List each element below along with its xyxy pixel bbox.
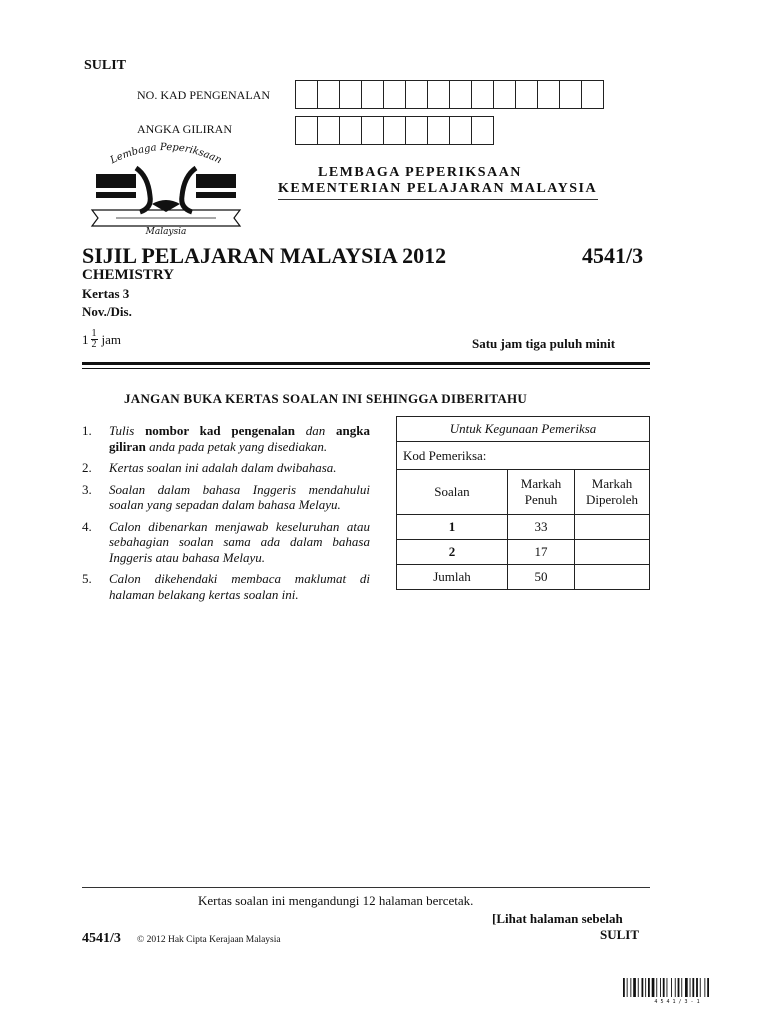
instruction-text: Calon dibenarkan menjawab keseluruhan atau sebahagian soalan sama ada dalam bahasa Inggeris atau bahasa Melayu. (109, 518, 370, 565)
column-header-question: Soalan (397, 470, 508, 515)
column-header-marks-obtained: Markah Diperoleh (575, 470, 650, 515)
logo-bottom-text: Malaysia (145, 227, 187, 236)
barcode-bar (645, 978, 646, 997)
id-number-box[interactable] (361, 80, 384, 109)
barcode-bar (667, 978, 668, 997)
examiner-code-field[interactable]: Kod Pemeriksa: (397, 442, 650, 470)
subject-name: CHEMISTRY (82, 267, 174, 283)
id-number-box[interactable] (383, 80, 406, 109)
roll-number-box[interactable] (405, 116, 428, 145)
barcode-bar (671, 978, 672, 997)
roll-number-boxes[interactable] (296, 116, 494, 145)
examiner-table (396, 416, 650, 590)
id-number-box[interactable] (581, 80, 604, 109)
barcode-bar (681, 978, 682, 997)
instruction-number: 2. (82, 460, 92, 475)
roll-number-box[interactable] (427, 116, 450, 145)
total-marks-obtained-cell[interactable] (575, 565, 650, 590)
barcode-bar (633, 978, 636, 997)
exam-session: Nov./Dis. (82, 304, 132, 319)
copyright-notice: © 2012 Hak Cipta Kerajaan Malaysia (137, 935, 281, 945)
id-number-box[interactable] (339, 80, 362, 109)
instruction-number: 1. (82, 423, 92, 438)
marks-obtained-cell[interactable] (575, 540, 650, 565)
roll-number-box[interactable] (339, 116, 362, 145)
marks-obtained-cell[interactable] (575, 515, 650, 540)
roll-number-box[interactable] (361, 116, 384, 145)
id-number-box[interactable] (559, 80, 582, 109)
instruction-item (82, 571, 370, 602)
instruction-item (82, 460, 370, 476)
id-number-box[interactable] (449, 80, 472, 109)
fraction-numerator: 1 (91, 328, 97, 339)
exam-title: SIJIL PELAJARAN MALAYSIA 2012 (82, 243, 447, 268)
divider-thin (82, 368, 650, 369)
instruction-number: 5. (82, 571, 92, 586)
instruction-item (82, 519, 370, 566)
instruction-text: Kertas soalan ini adalah dalam dwibahasa. (109, 460, 337, 475)
board-name-line2: KEMENTERIAN PELAJARAN MALAYSIA (278, 181, 598, 196)
classification-bottom: SULIT (600, 927, 640, 942)
table-row (397, 515, 650, 540)
paper-number: Kertas 3 (82, 286, 130, 301)
examiner-table-caption: Untuk Kegunaan Pemeriksa (397, 417, 650, 442)
barcode-bar (690, 978, 691, 997)
instruction-text: Calon dikehendaki membaca maklumat di halaman belakang kertas soalan ini. (109, 571, 370, 602)
board-name-line1: LEMBAGA PEPERIKSAAN (318, 165, 522, 180)
instructions-list (82, 423, 370, 608)
classification-top: SULIT (84, 58, 127, 73)
instruction-text: Soalan dalam bahasa Inggeris mendahului soalan yang sepadan dalam bahasa Melayu. (109, 481, 370, 512)
barcode-icon (622, 978, 732, 1004)
instruction-bold-term: angka giliran (109, 423, 371, 454)
board-underline (278, 199, 598, 200)
instruction-number: 3. (82, 481, 92, 497)
id-number-boxes[interactable] (296, 80, 604, 109)
barcode-bar (678, 978, 680, 997)
duration-whole: 1 (82, 331, 89, 347)
total-label: Jumlah (397, 565, 508, 590)
barcode-bar (707, 978, 709, 997)
exam-board-logo (86, 138, 246, 236)
duration-words: Satu jam tiga puluh minit (472, 336, 616, 351)
table-row (397, 540, 650, 565)
roll-number-box[interactable] (449, 116, 472, 145)
roll-number-box[interactable] (471, 116, 494, 145)
see-next-page: [Lihat halaman sebelah (492, 911, 623, 926)
id-number-label: NO. KAD PENGENALAN (137, 88, 270, 102)
barcode-bar (696, 978, 698, 997)
question-number: 1 (397, 515, 508, 540)
roll-number-label: ANGKA GILIRAN (137, 122, 232, 136)
barcode-bar (704, 978, 705, 997)
roll-number-box[interactable] (295, 116, 318, 145)
barcode-bar (623, 978, 625, 997)
duration-hours (82, 329, 121, 350)
id-number-box[interactable] (317, 80, 340, 109)
instruction-item (82, 423, 370, 454)
roll-number-box[interactable] (317, 116, 340, 145)
barcode-bar (675, 978, 676, 997)
barcode-bar (648, 978, 650, 997)
id-number-box[interactable] (295, 80, 318, 109)
barcode-bar (638, 978, 639, 997)
instruction-text: Tulis nombor kad pengenalan dan angka giliran anda pada petak yang disediakan. (109, 423, 371, 454)
id-number-box[interactable] (405, 80, 428, 109)
page-count-note: Kertas soalan ini mengandungi 12 halaman bercetak. (198, 893, 474, 908)
barcode-bar (692, 978, 694, 997)
footer-paper-code: 4541/3 (82, 931, 121, 946)
id-number-box[interactable] (493, 80, 516, 109)
total-full-marks: 50 (508, 565, 575, 590)
logo-arc-text: Lembaga Peperiksaan (108, 141, 224, 167)
barcode-bar (642, 978, 644, 997)
duration-fraction (91, 329, 98, 350)
total-row (397, 565, 650, 590)
id-number-box[interactable] (537, 80, 560, 109)
barcode-bar (630, 978, 631, 997)
instruction-number: 4. (82, 518, 92, 534)
id-number-box[interactable] (471, 80, 494, 109)
id-number-box[interactable] (427, 80, 450, 109)
barcode-bar (627, 978, 628, 997)
column-header-full-marks: Markah Penuh (508, 470, 575, 515)
id-number-box[interactable] (515, 80, 538, 109)
roll-number-box[interactable] (383, 116, 406, 145)
barcode-bar (685, 978, 688, 997)
footer-divider (82, 887, 650, 888)
instruction-item (82, 482, 370, 513)
divider-thick (82, 362, 650, 365)
paper-code: 4541/3 (582, 243, 644, 268)
barcode-bar (660, 978, 661, 997)
barcode-bar (652, 978, 655, 997)
instruction-bold-term: nombor kad pengenalan (145, 423, 295, 438)
fraction-denominator: 2 (91, 339, 97, 350)
barcode-text: 4 5 4 1 / 3 - 1 (654, 999, 700, 1004)
question-number: 2 (397, 540, 508, 565)
barcode-bar (700, 978, 701, 997)
barcode-bar (656, 978, 657, 997)
duration-unit: jam (101, 331, 121, 347)
barcode-bar (663, 978, 665, 997)
full-marks-value: 33 (508, 515, 575, 540)
do-not-open-warning: JANGAN BUKA KERTAS SOALAN INI SEHINGGA DIBERITAHU (124, 391, 528, 406)
full-marks-value: 17 (508, 540, 575, 565)
